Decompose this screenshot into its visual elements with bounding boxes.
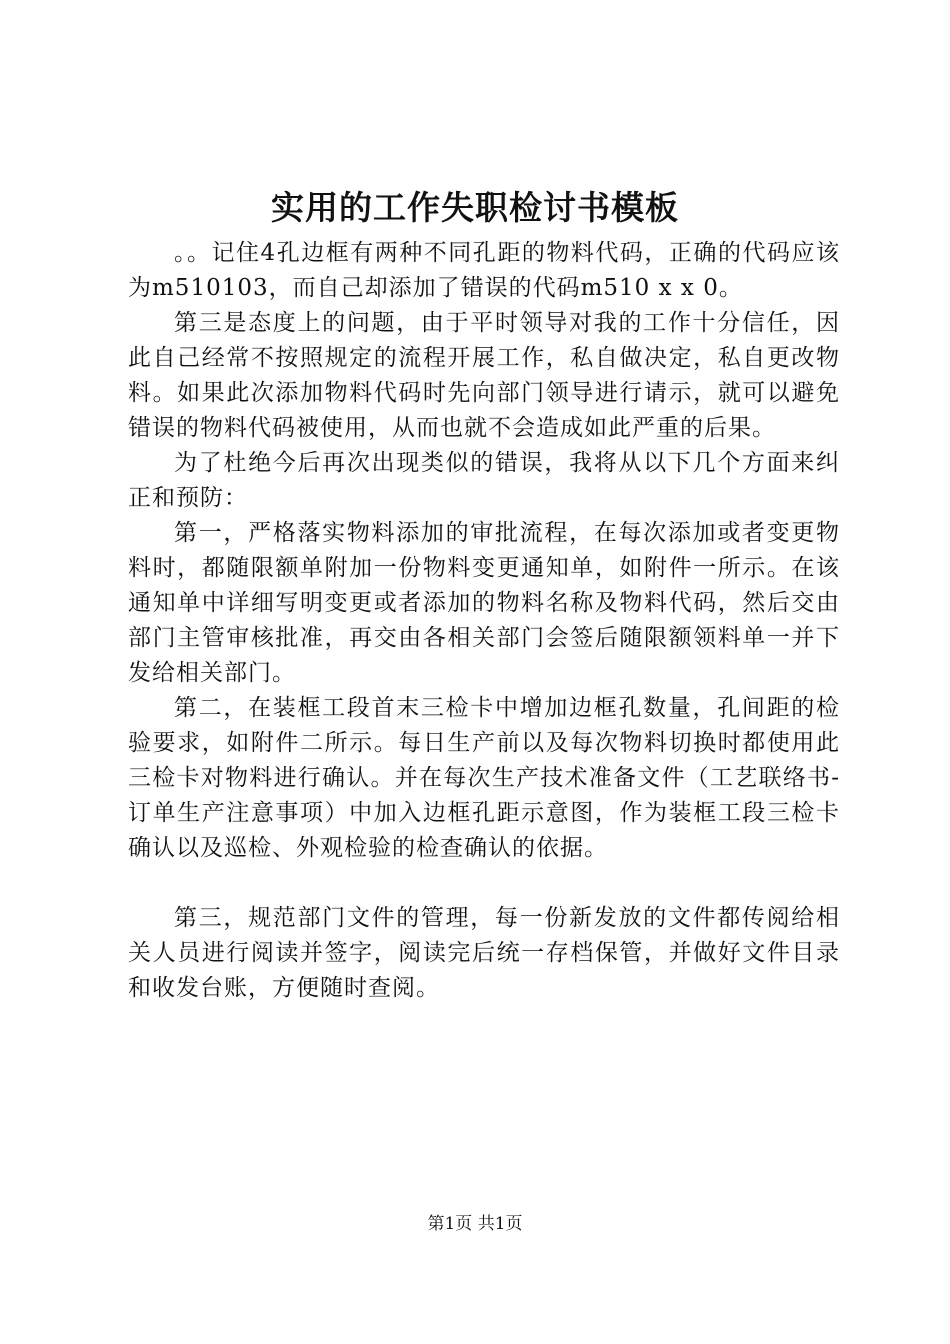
paragraph-4: 第一，严格落实物料添加的审批流程，在每次添加或者变更物料时，都随限额单附加一份物料变更通知单，如附件一所示。在该通知单中详细写明变更或者添加的物料名称及物料代码，然后交由部门主管审核批准，再交由各相关部门会签后随限额领料单一并下发给相关部门。 — [128, 520, 840, 686]
document-body — [128, 236, 840, 1006]
page-footer: 第1页 共1页 — [427, 1214, 523, 1234]
paragraph-5: 第二，在装框工段首末三检卡中增加边框孔数量，孔间距的检验要求，如附件二所示。每日生产前以及每次物料切换时都使用此三检卡对物料进行确认。并在每次生产技术准备文件（工艺联络书-订单生产注意事项）中加入边框孔距示意图，作为装框工段三检卡确认以及巡检、外观检验的检查确认的依据。 — [128, 695, 840, 861]
paragraph-2: 第三是态度上的问题，由于平时领导对我的工作十分信任，因此自己经常不按照规定的流程开展工作，私自做决定，私自更改物料。如果此次添加物料代码时先向部门领导进行请示，就可以避免错误的物料代码被使用，从而也就不会造成如此严重的后果。 — [128, 310, 840, 441]
document-title: 实用的工作失职检讨书模板 — [271, 188, 679, 227]
paragraph-6: 第三，规范部门文件的管理，每一份新发放的文件都传阅给相关人员进行阅读并签字，阅读完后统一存档保管，并做好文件目录和收发台账，方便随时查阅。 — [128, 905, 840, 1001]
paragraph-3: 为了杜绝今后再次出现类似的错误，我将从以下几个方面来纠正和预防： — [128, 450, 840, 511]
paragraph-1: 。。记住4孔边框有两种不同孔距的物料代码，正确的代码应该为m510103，而自己却添加了错误的代码m510 x x 0。 — [128, 240, 840, 301]
